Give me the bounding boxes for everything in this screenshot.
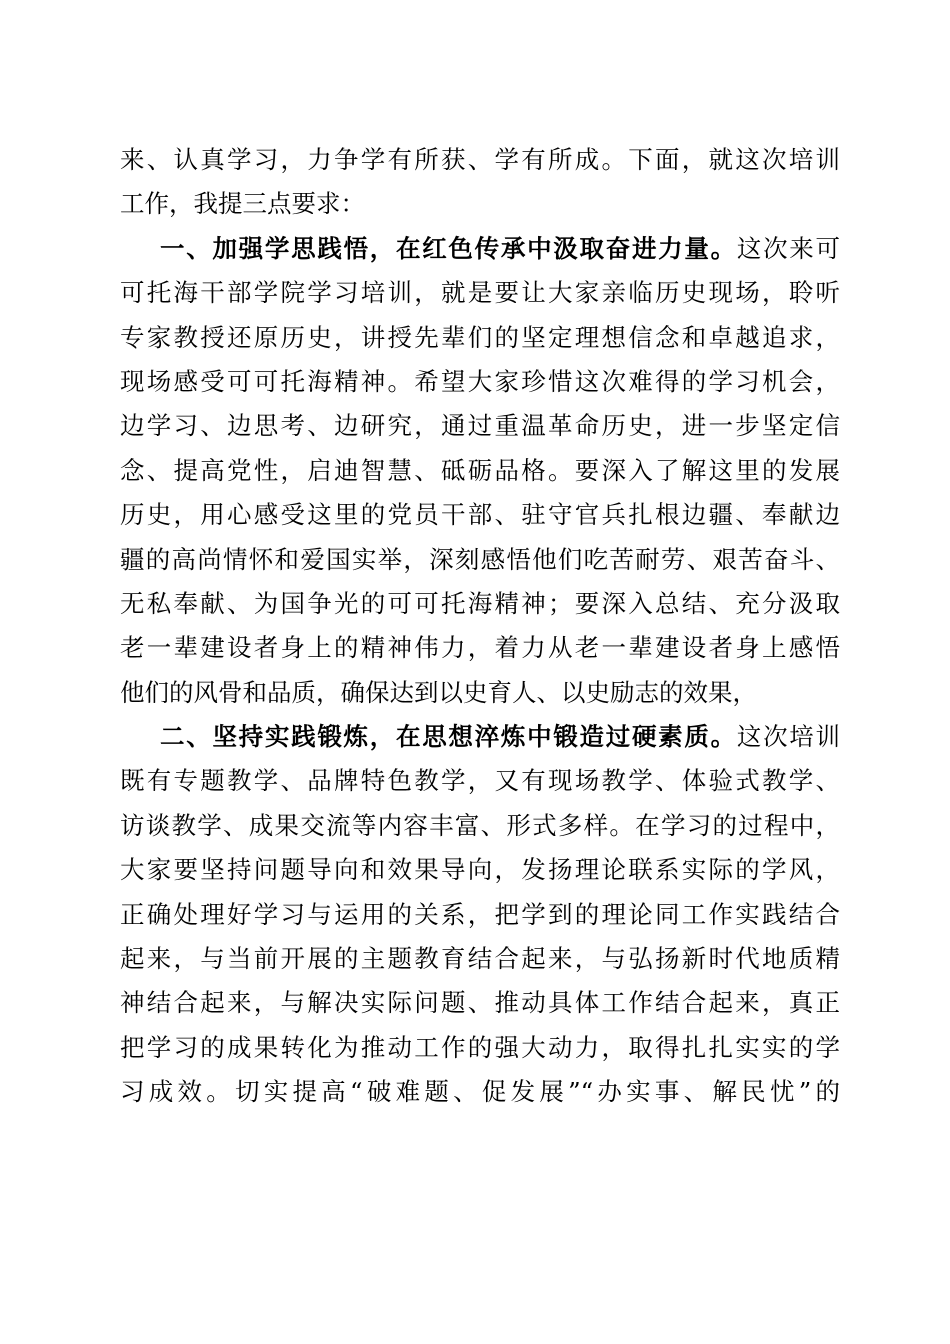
body-text: [120, 138, 840, 1115]
text-line: 起来，与当前开展的主题教育结合起来，与弘扬新时代地质精: [120, 944, 840, 974]
text-line: 历史，用心感受这里的党员干部、驻守官兵扎根边疆、奉献边: [120, 500, 840, 530]
text-line: 神结合起来，与解决实际问题、推动具体工作结合起来，真正: [120, 988, 840, 1018]
text-line: 现场感受可可托海精神。希望大家珍惜这次难得的学习机会，: [120, 366, 840, 396]
text-line: 专家教授还原历史，讲授先辈们的坚定理想信念和卓越追求，: [120, 322, 840, 352]
text-line: 可托海干部学院学习培训，就是要让大家亲临历史现场，聆听: [120, 278, 840, 308]
text-line: 他们的风骨和品质，确保达到以史育人、以史励志的效果，: [120, 677, 757, 707]
text-line: 工作，我提三点要求：: [120, 189, 365, 219]
section-two-first-line: [120, 715, 840, 759]
text-line: 把学习的成果转化为推动工作的强大动力，取得扎扎实实的学: [120, 1032, 840, 1062]
section-two-heading: 二、坚持实践锻炼，在思想淬炼中锻造过硬素质。: [160, 722, 737, 752]
text-line: 习成效。切实提高“破难题、促发展”“办实事、解民忧”的: [120, 1077, 840, 1107]
text-line: 疆的高尚情怀和爱国实举，深刻感悟他们吃苦耐劳、艰苦奋斗、: [120, 544, 840, 574]
text-line: 正确处理好学习与运用的关系，把学到的理论同工作实践结合: [120, 899, 840, 929]
text-line: 老一辈建设者身上的精神伟力，着力从老一辈建设者身上感悟: [120, 633, 840, 663]
section-one-heading: 一、加强学思践悟，在红色传承中汲取奋进力量。: [160, 233, 737, 263]
text-line: 既有专题教学、品牌特色教学，又有现场教学、体验式教学、: [120, 766, 840, 796]
text-line: 无私奉献、为国争光的可可托海精神；要深入总结、充分汲取: [120, 588, 840, 618]
section-one-first-line: [120, 227, 840, 271]
text-line: 边学习、边思考、边研究，通过重温革命历史，进一步坚定信: [120, 411, 840, 441]
text-span: 这次培训: [736, 722, 841, 752]
text-span: 这次来可: [736, 233, 841, 263]
text-line: 大家要坚持问题导向和效果导向，发扬理论联系实际的学风，: [120, 855, 840, 885]
text-line: 念、提高党性，启迪智慧、砥砺品格。要深入了解这里的发展: [120, 455, 840, 485]
text-line: 访谈教学、成果交流等内容丰富、形式多样。在学习的过程中，: [120, 810, 840, 840]
text-line: 来、认真学习，力争学有所获、学有所成。下面，就这次培训: [120, 145, 840, 174]
